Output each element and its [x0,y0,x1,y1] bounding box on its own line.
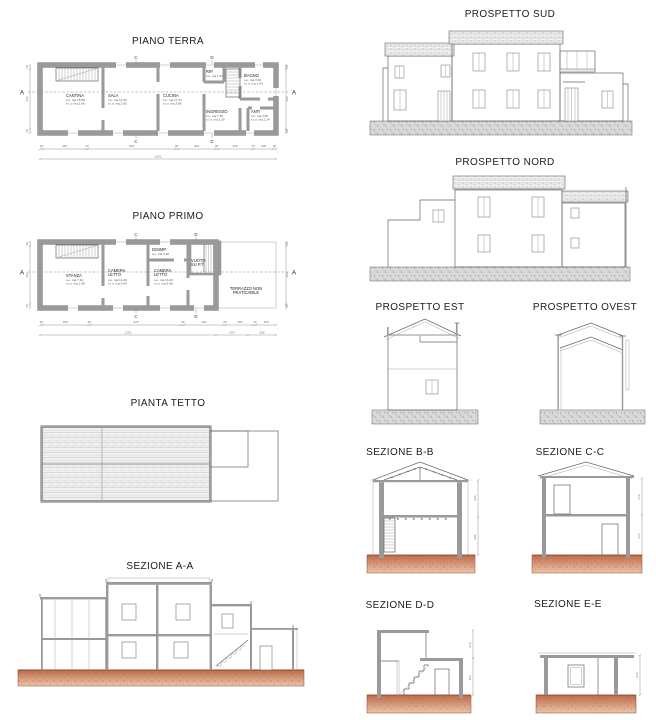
title-sezione-aa: SEZIONE A-A [126,561,194,572]
aa-window [174,642,188,658]
piano-primo-stair-left [56,245,98,258]
ovest-ground [540,410,645,424]
piano-primo-plan [8,228,328,360]
pianta-tetto-plan [30,415,290,510]
room-stanza: STANZA [66,273,82,278]
svg-text:PRATICABILE: PRATICABILE [232,290,260,295]
bb-stair [384,518,395,552]
svg-text:s.u. mq 14.40: s.u. mq 14.40 [108,278,127,282]
room-cantina: CANTINA [66,93,84,98]
aa-left-block [40,594,108,670]
svg-text:270: 270 [637,533,641,539]
svg-text:270: 270 [637,494,641,500]
aa-window [122,604,136,620]
svg-text:LETTO: LETTO [154,272,168,277]
room-vuoto: VUOTO [191,258,206,263]
sud-terrace [560,51,595,72]
svg-text:s.u. mq 7.44: s.u. mq 7.44 [66,278,84,282]
aa-window [222,614,233,628]
svg-text:28: 28 [214,144,219,148]
svg-text:460: 460 [61,144,68,148]
svg-text:28: 28 [285,242,289,246]
aa-window [122,642,136,658]
svg-text:s.l.u. mq 3.80: s.l.u. mq 3.80 [163,101,182,106]
roof-main [41,426,211,502]
svg-text:s.u. mq 13.40: s.u. mq 13.40 [154,278,173,282]
svg-text:400: 400 [201,320,207,324]
svg-text:s.u. mq 3.46: s.u. mq 3.46 [244,78,262,82]
svg-text:s.u. mq 17.70: s.u. mq 17.70 [163,98,182,102]
piano-terra-plan [8,52,328,184]
nord-building [388,176,628,267]
sezione-dd-drawing [365,613,485,718]
room-rip: RIP. [206,69,214,74]
svg-text:28: 28 [39,144,44,148]
svg-text:28: 28 [85,144,89,148]
piano-primo-room-labels [66,247,262,295]
room-disimp: DISIMP. [152,247,167,252]
section-marker-a-right: A [291,90,297,97]
ee-ground [536,695,636,713]
cc-ground [532,555,642,573]
aa-right-block [212,604,252,670]
aa-posts [106,579,293,628]
aa-ground [18,670,304,686]
sezione-cc-drawing [530,460,650,575]
svg-text:28: 28 [272,144,277,148]
title-prospetto-nord: PROSPETTO NORD [455,157,555,168]
svg-text:28: 28 [25,242,29,246]
svg-text:925: 925 [128,144,135,148]
svg-text:400: 400 [285,96,289,102]
svg-text:D: D [194,232,198,237]
svg-text:s.u. mq 1.47: s.u. mq 1.47 [206,74,224,78]
cc-upper-door [554,485,570,514]
sud-building [383,31,628,121]
svg-text:280: 280 [473,534,477,540]
title-piano-primo: PIANO PRIMO [132,211,204,222]
svg-text:s.l.u. mq 1.24: s.l.u. mq 1.24 [251,117,270,122]
svg-text:C: C [134,314,138,319]
svg-text:28: 28 [223,320,227,324]
svg-text:s.u. mq 4.20: s.u. mq 4.20 [152,252,170,256]
title-prospetto-est: PROSPETTO EST [375,302,465,313]
nord-ground [370,267,630,281]
svg-text:460: 460 [62,320,68,324]
sezione-bb-drawing [365,460,490,575]
room-sala: SALA [108,93,119,98]
room-ingresso: INGRESSO [206,109,228,114]
cc-structure [538,462,634,558]
svg-text:300: 300 [468,675,472,681]
svg-text:s.u. mq 16.88: s.u. mq 16.88 [66,98,85,102]
title-prospetto-ovest: PROSPETTO OVEST [532,302,638,313]
ee-dimension [635,654,641,696]
room-anti: ANTI [251,109,261,114]
cc-lower-door [602,524,618,555]
svg-text:C: C [134,232,138,237]
dd-structure [377,630,463,698]
svg-text:400: 400 [25,96,29,102]
dd-dimension [468,629,474,696]
title-piano-terra: PIANO TERRA [131,36,204,47]
svg-text:28: 28 [25,304,29,308]
svg-text:A: A [19,270,25,277]
svg-text:925: 925 [133,320,139,324]
svg-text:25: 25 [251,144,255,148]
svg-text:s.u. mq 14.40: s.u. mq 14.40 [108,98,127,102]
svg-text:D: D [210,139,214,144]
aa-porch [252,628,298,670]
svg-text:s.l.u. mq 2.86: s.l.u. mq 2.86 [66,101,85,106]
piano-terra-stair-right [226,69,240,97]
room-bagno: BAGNO [244,73,259,78]
svg-text:28: 28 [181,320,185,324]
svg-text:D: D [194,314,198,319]
room-terrazzo: TERRAZZO NON [229,286,263,291]
sud-ground [370,121,632,135]
svg-text:s.l.u. mq 1.34: s.l.u. mq 1.34 [244,81,263,86]
aa-window [176,604,190,620]
room-cucina: CUCINA [163,93,179,98]
svg-text:s.l.u. mq 2.05: s.l.u. mq 2.05 [108,101,127,106]
svg-text:200: 200 [260,144,267,148]
svg-text:s.u. mq 3.05: s.u. mq 3.05 [251,114,269,118]
ovest-roof-lines [555,323,629,410]
svg-text:270: 270 [468,642,472,648]
dd-door [435,669,449,695]
title-sezione-cc: SEZIONE C-C [535,447,605,458]
bb-structure [370,462,471,558]
svg-text:400: 400 [25,272,29,278]
svg-text:400: 400 [285,272,289,278]
piano-primo-openings [68,239,204,310]
svg-text:1202: 1202 [124,330,132,335]
prospetto-ovest-drawing [535,315,650,430]
svg-text:A: A [291,270,297,277]
svg-text:SU P.T.: SU P.T. [191,262,205,267]
svg-text:s.l.u. mq 2.04: s.l.u. mq 2.04 [108,281,127,286]
cc-dimension [637,477,643,556]
svg-text:s.l.u. mq 2.08: s.l.u. mq 2.08 [154,281,173,286]
svg-text:28: 28 [25,65,29,69]
title-prospetto-sud: PROSPETTO SUD [464,9,556,20]
svg-text:LETTO: LETTO [108,272,122,277]
ee-structure [538,653,636,695]
svg-text:C: C [134,139,138,144]
svg-text:270: 270 [635,672,639,678]
section-marker-a-left: A [19,90,25,97]
svg-text:28: 28 [285,304,289,308]
room-camera-letto-1: CAMERA [108,268,126,273]
title-sezione-ee: SEZIONE E-E [534,599,602,610]
dim-total: 1093 [154,154,162,159]
svg-text:28: 28 [174,144,179,148]
svg-text:280: 280 [237,320,243,324]
title-sezione-dd: SEZIONE D-D [365,600,435,611]
est-ground [372,410,478,424]
dd-ground [367,695,471,713]
svg-text:s.l.u. mq 1.38: s.l.u. mq 1.38 [66,281,85,286]
sud-windows [394,53,613,121]
svg-text:s.u. mq 7.90: s.u. mq 7.90 [206,114,224,118]
aa-center-block [106,578,212,670]
roof-hatched-annex [210,431,248,467]
svg-text:200: 200 [263,320,269,324]
svg-text:28: 28 [285,65,289,69]
bb-dimension [473,479,479,556]
svg-text:D: D [210,55,214,60]
sezione-aa-drawing [10,574,330,714]
room-camera-letto-2: CAMERA [154,268,172,273]
title-pianta-tetto: PIANTA TETTO [130,398,206,409]
aa-door [260,646,272,670]
prospetto-nord-drawing [365,170,650,288]
title-sezione-bb: SEZIONE B-B [366,447,434,458]
prospetto-est-drawing [370,315,480,430]
roof-outline-rect [210,431,278,501]
svg-text:s.l.u. mq 2.25: s.l.u. mq 2.25 [206,117,225,122]
svg-text:28: 28 [87,320,92,324]
svg-text:400: 400 [193,144,200,148]
svg-text:264: 264 [229,330,235,335]
svg-text:260: 260 [473,495,477,501]
est-building [384,319,461,410]
svg-text:28: 28 [25,129,29,133]
svg-text:28: 28 [39,320,44,324]
svg-text:306: 306 [259,330,265,335]
prospetto-sud-drawing [365,24,650,144]
sezione-ee-drawing [528,613,653,718]
piano-terra-stair-left [56,68,98,81]
svg-text:C: C [134,55,138,60]
svg-text:28: 28 [253,320,257,324]
svg-text:28: 28 [285,129,289,133]
piano-primo-terrazzo-outline [216,242,276,308]
svg-text:360: 360 [232,144,238,148]
